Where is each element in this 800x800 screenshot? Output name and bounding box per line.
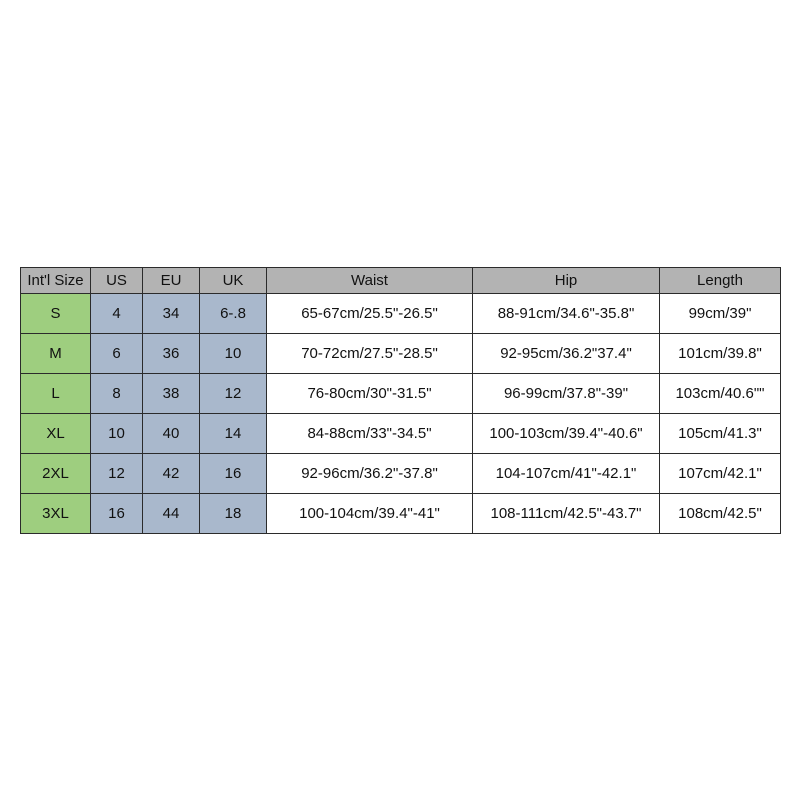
table-row [21,454,781,494]
us-size-cell: 6 [91,334,143,374]
waist-cell: 76-80cm/30"-31.5" [267,374,473,414]
header-waist: Waist [267,268,473,294]
intl-size-cell: S [21,294,91,334]
us-size-cell: 10 [91,414,143,454]
waist-cell: 92-96cm/36.2"-37.8" [267,454,473,494]
hip-cell: 108-111cm/42.5"-43.7" [473,494,660,534]
header-uk: UK [200,268,267,294]
intl-size-cell: L [21,374,91,414]
us-size-cell: 12 [91,454,143,494]
hip-cell: 88-91cm/34.6"-35.8" [473,294,660,334]
table-row [21,414,781,454]
intl-size-cell: M [21,334,91,374]
table-row [21,494,781,534]
uk-size-cell: 10 [200,334,267,374]
table-row [21,294,781,334]
eu-size-cell: 40 [143,414,200,454]
hip-cell: 104-107cm/41"-42.1" [473,454,660,494]
header-row [21,268,781,294]
uk-size-cell: 12 [200,374,267,414]
size-chart-table [20,267,781,534]
header-length: Length [660,268,781,294]
length-cell: 105cm/41.3" [660,414,781,454]
hip-cell: 100-103cm/39.4"-40.6" [473,414,660,454]
us-size-cell: 16 [91,494,143,534]
uk-size-cell: 14 [200,414,267,454]
header-us: US [91,268,143,294]
hip-cell: 92-95cm/36.2"37.4" [473,334,660,374]
table-row [21,374,781,414]
length-cell: 108cm/42.5" [660,494,781,534]
length-cell: 99cm/39" [660,294,781,334]
eu-size-cell: 36 [143,334,200,374]
uk-size-cell: 18 [200,494,267,534]
us-size-cell: 4 [91,294,143,334]
header-eu: EU [143,268,200,294]
waist-cell: 70-72cm/27.5"-28.5" [267,334,473,374]
table-body [21,294,781,534]
eu-size-cell: 44 [143,494,200,534]
waist-cell: 65-67cm/25.5"-26.5" [267,294,473,334]
us-size-cell: 8 [91,374,143,414]
waist-cell: 84-88cm/33"-34.5" [267,414,473,454]
header-hip: Hip [473,268,660,294]
eu-size-cell: 42 [143,454,200,494]
header-intl-size: Int'l Size [21,268,91,294]
intl-size-cell: 3XL [21,494,91,534]
intl-size-cell: XL [21,414,91,454]
waist-cell: 100-104cm/39.4"-41" [267,494,473,534]
table-row [21,334,781,374]
uk-size-cell: 16 [200,454,267,494]
eu-size-cell: 38 [143,374,200,414]
uk-size-cell: 6-.8 [200,294,267,334]
eu-size-cell: 34 [143,294,200,334]
length-cell: 101cm/39.8" [660,334,781,374]
hip-cell: 96-99cm/37.8"-39" [473,374,660,414]
length-cell: 103cm/40.6"" [660,374,781,414]
length-cell: 107cm/42.1" [660,454,781,494]
intl-size-cell: 2XL [21,454,91,494]
